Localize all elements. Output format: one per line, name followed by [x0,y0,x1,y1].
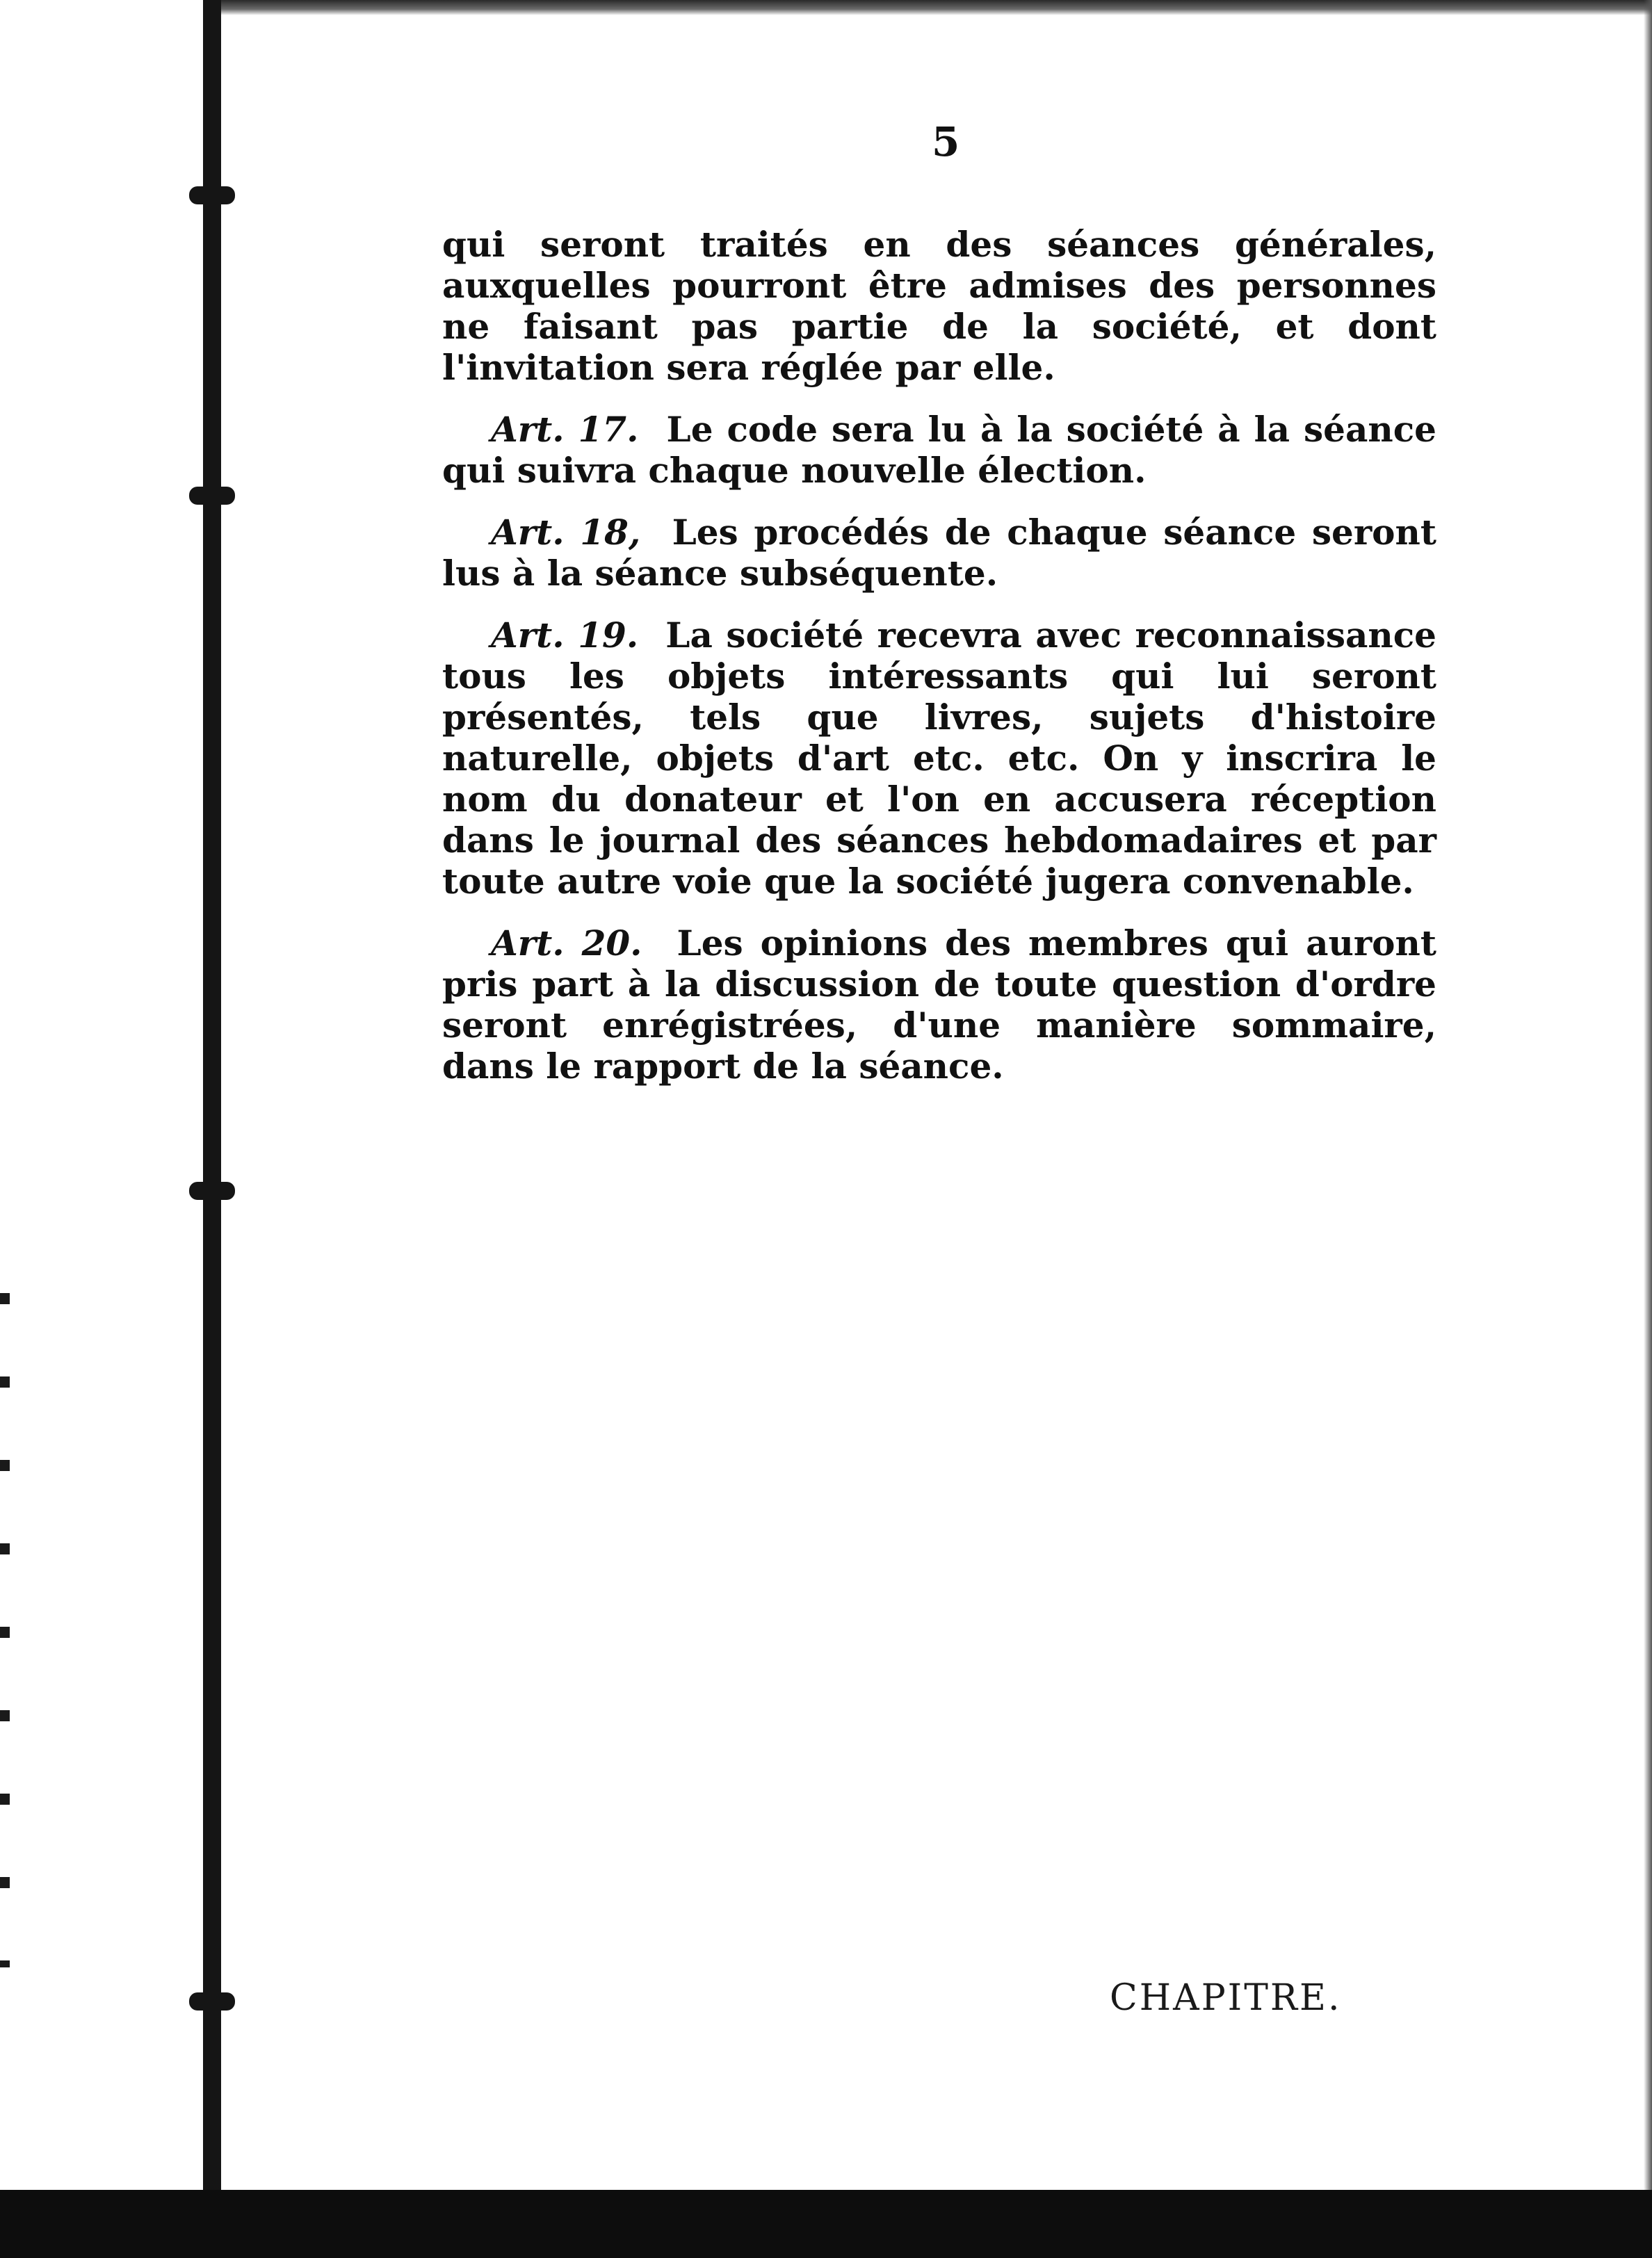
article-19 [442,615,1436,902]
scan-right-edge [1644,0,1652,2197]
scan-left-margin-marks [0,1251,10,1967]
body-text [442,224,1436,1107]
binding-stitch [189,487,235,505]
article-text: La société recevra avec reconnaissance tous les objets intéressants qui lui seront présentés, tels que livres, sujets d'histoire naturelle, objets d'art etc. etc. On y inscrira le nom du donateur et l'on en accusera réception dans le journal des séances hebdomadaires et par toute autre voie que la société jugera convenable. [442,615,1436,902]
page-number: 5 [932,118,960,165]
article-label: Art. 19. [491,615,639,656]
article-18 [442,512,1436,594]
scan-top-edge [209,0,1652,15]
article-label: Art. 18, [491,512,641,553]
article-text: Le code sera lu à la société à la séance qui suivra chaque nouvelle élection. [442,409,1436,491]
article-label: Art. 20. [491,923,642,964]
binding-stitch [189,1992,235,2011]
paragraph [442,224,1436,388]
article-text: Les procédés de chaque séance seront lus à la séance subséquente. [442,512,1436,594]
article-label: Art. 17. [491,409,639,450]
binding-stitch [189,1182,235,1200]
scan-bottom-band [0,2190,1652,2258]
binding-stitch [189,186,235,204]
catchword: CHAPITRE. [1110,1977,1342,2019]
paragraph-text: qui seront traités en des séances générales, auxquelles pourront être admises des personnes ne faisant pas partie de la société, et dont l'invitation sera réglée par elle. [442,224,1436,388]
binding-spine [203,0,221,2197]
article-text: Les opinions des membres qui auront pris part à la discussion de toute question d'ordre seront enrégistrées, d'une manière sommaire, dans le rapport de la séance. [442,923,1436,1087]
article-20 [442,923,1436,1087]
article-17 [442,409,1436,491]
